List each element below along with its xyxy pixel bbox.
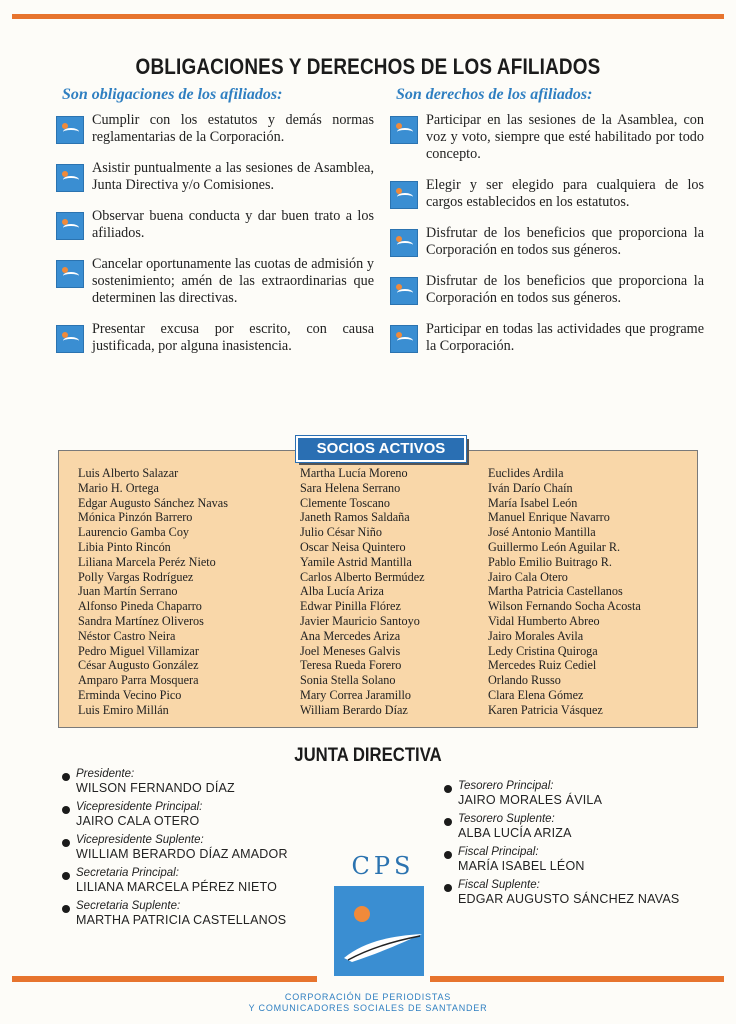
derecho-text: Participar en las sesiones de la Asamblea, con voz y voto, siempre que esté habilitado por todo concepto. [426, 112, 704, 162]
board-member [62, 867, 342, 894]
bullet-dot-icon [62, 872, 70, 880]
bullet-logo-icon [56, 212, 84, 240]
socio-name: Pedro Miguel Villamizar [78, 643, 199, 658]
member-role: Tesorero Suplente: [458, 813, 555, 825]
socio-name: Julio César Niño [300, 525, 382, 540]
socio-name: Clemente Toscano [300, 495, 390, 510]
member-name: JAIRO MORALES ÁVILA [458, 793, 603, 807]
socio-name: Martha Patricia Castellanos [488, 584, 623, 599]
socio-name: Guillermo León Aguilar R. [488, 539, 621, 554]
socio-name: María Isabel León [488, 495, 578, 510]
socio-name: Alfonso Pineda Chaparro [78, 599, 202, 614]
socio-name: Pablo Emilio Buitrago R. [488, 554, 612, 569]
socio-name: Mario H. Ortega [78, 480, 159, 495]
socio-name: Vidal Humberto Abreo [488, 613, 600, 628]
socio-name: Luis Alberto Salazar [78, 466, 179, 480]
bottom-orange-rule-left [12, 976, 317, 982]
bullet-dot-icon [62, 839, 70, 847]
socio-name: Orlando Russo [488, 673, 561, 688]
page-title: OBLIGACIONES Y DERECHOS DE LOS AFILIADOS [135, 54, 601, 79]
cps-logo-text: CPS [351, 852, 415, 880]
socio-name: Libia Pinto Rincón [78, 539, 171, 554]
member-name: ALBA LUCÍA ARIZA [458, 826, 572, 840]
bullet-dot-icon [444, 851, 452, 859]
derecho-text: Elegir y ser elegido para cualquiera de los cargos establecidos en los estatutos. [426, 177, 704, 210]
member-role: Secretaria Suplente: [76, 900, 181, 912]
member-role: Fiscal Suplente: [458, 879, 540, 891]
bullet-logo-icon [390, 277, 418, 305]
board-member [62, 900, 342, 927]
socio-name: José Antonio Mantilla [488, 525, 596, 540]
member-name: LILIANA MARCELA PÉREZ NIETO [76, 880, 278, 894]
obligacion-text: Cancelar oportunamente las cuotas de admisión y sostenimiento; amén de las extraordinarias que determinen las directivas. [92, 256, 374, 306]
derecho-item [390, 273, 704, 307]
junta-left-column [62, 768, 342, 933]
bullet-logo-icon [390, 229, 418, 257]
top-orange-rule [12, 14, 724, 19]
board-member [444, 813, 724, 840]
member-name: EDGAR AUGUSTO SÁNCHEZ NAVAS [458, 892, 680, 906]
obligacion-text: Cumplir con los estatutos y demás normas reglamentarias de la Corporación. [92, 112, 374, 145]
bullet-dot-icon [62, 905, 70, 913]
socio-name: Juan Martín Serrano [78, 584, 178, 599]
bullet-logo-icon [56, 164, 84, 192]
derecho-text: Disfrutar de los beneficios que proporciona la Corporación en todos sus géneros. [426, 225, 704, 258]
board-member [444, 879, 724, 906]
socio-name: Clara Elena Gómez [488, 687, 584, 702]
socio-name: Ledy Cristina Quiroga [488, 643, 598, 658]
socio-name: Teresa Rueda Forero [300, 658, 402, 673]
socio-name: Iván Darío Chaín [488, 480, 573, 495]
socio-name: Carlos Alberto Bermúdez [300, 569, 425, 584]
socio-name: Laurencio Gamba Coy [78, 525, 190, 540]
bullet-dot-icon [444, 884, 452, 892]
socio-name: William Berardo Díaz [300, 702, 408, 717]
member-name: WILSON FERNANDO DÍAZ [76, 781, 235, 795]
member-role: Presidente: [76, 768, 135, 780]
obligacion-text: Presentar excusa por escrito, con causa justificada, por alguna inasistencia. [92, 321, 374, 354]
obligacion-item [56, 160, 374, 194]
footer-line-1: CORPORACIÓN DE PERIODISTAS [284, 992, 452, 1002]
socio-name: Liliana Marcela Peréz Nieto [78, 554, 216, 569]
socio-name: Euclides Ardila [488, 466, 564, 480]
obligaciones-heading: Son obligaciones de los afiliados: [62, 86, 283, 103]
bullet-logo-icon [56, 325, 84, 353]
junta-directiva-title: JUNTA DIRECTIVA [294, 745, 442, 766]
member-role: Tesorero Principal: [458, 780, 554, 792]
obligaciones-column [56, 86, 374, 369]
bullet-logo-icon [56, 260, 84, 288]
socio-name: Janeth Ramos Saldaña [300, 510, 410, 525]
obligacion-item [56, 256, 374, 307]
socio-name: Alba Lucía Ariza [300, 584, 384, 599]
bullet-logo-icon [390, 325, 418, 353]
socio-name: Sara Helena Serrano [300, 480, 401, 495]
bullet-dot-icon [62, 773, 70, 781]
obligacion-item [56, 208, 374, 242]
derechos-heading: Son derechos de los afiliados: [396, 86, 593, 103]
socio-name: Yamile Astrid Mantilla [300, 554, 412, 569]
board-member [62, 834, 342, 861]
socio-name: Ana Mercedes Ariza [300, 628, 401, 643]
bullet-logo-icon [390, 181, 418, 209]
bullet-dot-icon [62, 806, 70, 814]
socio-name: César Augusto González [78, 658, 199, 673]
member-name: WILLIAM BERARDO DÍAZ AMADOR [76, 847, 288, 861]
socios-column-1 [78, 466, 228, 718]
obligacion-item [56, 321, 374, 355]
derecho-item [390, 321, 704, 355]
obligacion-item [56, 112, 374, 146]
socios-column-3 [488, 466, 641, 718]
board-member [444, 846, 724, 873]
socio-name: Luis Emiro Millán [78, 702, 169, 717]
socio-name: Mónica Pinzón Barrero [78, 510, 193, 525]
bullet-dot-icon [444, 785, 452, 793]
derecho-item [390, 112, 704, 163]
derecho-text: Participar en todas las actividades que programe la Corporación. [426, 321, 704, 354]
derecho-item [390, 225, 704, 259]
socio-name: Jairo Cala Otero [488, 569, 568, 584]
socio-name: Erminda Vecino Pico [78, 687, 182, 702]
socio-name: Joel Meneses Galvis [300, 643, 401, 658]
board-member [62, 768, 342, 795]
socio-name: Polly Vargas Rodríguez [78, 569, 194, 584]
socio-name: Martha Lucía Moreno [300, 466, 408, 480]
board-member [444, 780, 724, 807]
socio-name: Karen Patricia Vásquez [488, 702, 603, 717]
socio-name: Manuel Enrique Navarro [488, 510, 610, 525]
footer-line-2: Y COMUNICADORES SOCIALES DE SANTANDER [248, 1003, 488, 1013]
socio-name: Mary Correa Jaramillo [300, 687, 412, 702]
bullet-logo-icon [56, 116, 84, 144]
socio-name: Amparo Parra Mosquera [78, 673, 199, 688]
member-role: Fiscal Principal: [458, 846, 539, 858]
member-role: Vicepresidente Principal: [76, 801, 203, 813]
feather-sun-logo-icon [334, 886, 424, 976]
footer-organization [0, 992, 736, 1014]
bottom-orange-rule-right [430, 976, 724, 982]
bullet-logo-icon [390, 116, 418, 144]
socio-name: Sonia Stella Solano [300, 673, 396, 688]
member-role: Secretaria Principal: [76, 867, 179, 879]
derechos-column [390, 86, 704, 369]
derecho-item [390, 177, 704, 211]
socio-name: Jairo Morales Avila [488, 628, 584, 643]
socios-activos-label: SOCIOS ACTIVOS [296, 436, 466, 462]
socio-name: Edwar Pinilla Flórez [300, 599, 401, 614]
socio-name: Oscar Neisa Quintero [300, 539, 406, 554]
socios-column-2 [300, 466, 425, 718]
member-name: JAIRO CALA OTERO [76, 814, 200, 828]
member-name: MARTHA PATRICIA CASTELLANOS [76, 913, 287, 927]
obligacion-text: Asistir puntualmente a las sesiones de Asamblea, Junta Directiva y/o Comisiones. [92, 160, 374, 193]
derecho-text: Disfrutar de los beneficios que proporciona la Corporación en todos sus géneros. [426, 273, 704, 306]
socio-name: Mercedes Ruiz Cediel [488, 658, 597, 673]
socio-name: Néstor Castro Neira [78, 628, 176, 643]
member-name: MARÍA ISABEL LÉON [458, 859, 585, 873]
socio-name: Javier Mauricio Santoyo [300, 613, 420, 628]
socio-name: Edgar Augusto Sánchez Navas [78, 495, 228, 510]
junta-right-column [444, 780, 724, 912]
obligacion-text: Observar buena conducta y dar buen trato a los afiliados. [92, 208, 374, 241]
member-role: Vicepresidente Suplente: [76, 834, 204, 846]
socio-name: Wilson Fernando Socha Acosta [488, 599, 641, 614]
board-member [62, 801, 342, 828]
bullet-dot-icon [444, 818, 452, 826]
socio-name: Sandra Martínez Oliveros [78, 613, 204, 628]
